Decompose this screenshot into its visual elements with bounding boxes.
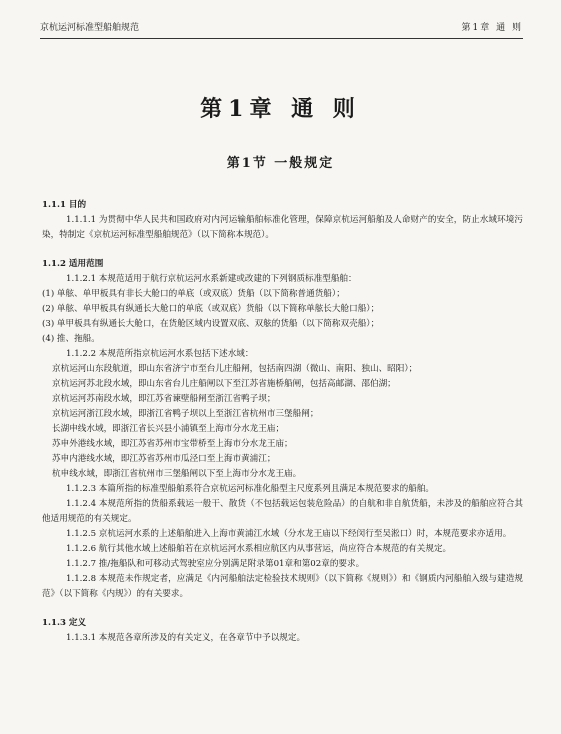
paragraph-1-1-2-5: 1.1.2.5 京杭运河水系的上述船舶进入上海市黄浦江水域（分水龙王庙以下经闵行至吴淞口）时，本规范要求亦适用。 — [66, 529, 512, 539]
list-item: (3) 单甲板具有纵通长大舱口，在货舱区域内设置双底、双舷的货船（以下简称双壳船）； — [42, 319, 380, 329]
waterway-item: 苏申外港线水域，即江苏省苏州市宝带桥至上海市分水龙王庙； — [52, 439, 293, 449]
list-item: (1) 单舷、单甲板具有非长大舱口的单底（或双底）货船（以下简称普通货船）； — [42, 289, 345, 299]
paragraph-1-1-2-4: 1.1.2.4 本规范所指的货船系载运一般干、散货（不包括载运包装危险品）的自航和非自航货船，未涉及的船舶应符合其他适用规范的有关规定。 — [42, 499, 523, 524]
paragraph-1-1-2-8: 1.1.2.8 本规范未作规定者，应满足《内河船舶法定检验技术规则》（以下简称《规则》）和《钢质内河船舶入级与建造规范》（以下简称《内规》）的有关要求。 — [42, 574, 523, 599]
paragraph-1-1-2-2: 1.1.2.2 本规范所指京杭运河水系包括下述水域： — [66, 349, 254, 359]
paragraph-1-1-2-1: 1.1.2.1 本规范适用于航行京杭运河水系新建或改建的下列钢质标准型船舶： — [66, 274, 357, 284]
heading-1-1-3: 1.1.3 定义 — [42, 618, 87, 628]
body-text — [42, 198, 523, 646]
waterway-item: 苏申内港线水域，即江苏省苏州市瓜泾口至上海市黄浦江； — [52, 454, 276, 464]
header-chapter: 第1章 通 则 — [461, 23, 523, 33]
section-title: 第1节 一般规定 — [226, 156, 335, 171]
heading-1-1-2: 1.1.2 适用范围 — [42, 259, 104, 269]
chapter-title: 第1章 通 则 — [200, 96, 361, 122]
paragraph-1-1-1-1: 1.1.1.1 为贯彻中华人民共和国政府对内河运输船舶标准化管理，保障京杭运河船舶及人命财产的安全，防止水域环境污染，特制定《京杭运河标准型船舶规范》（以下简称本规范）。 — [42, 215, 523, 240]
paragraph-1-1-2-3: 1.1.2.3 本篇所指的标准型船舶系符合京杭运河标准化船型主尺度系列且满足本规范要求的船舶。 — [66, 484, 434, 494]
waterway-item: 京杭运河苏北段水域，即山东省台儿庄船闸以下至江苏省施桥船闸，包括高邮湖、邵伯湖； — [52, 379, 396, 389]
waterway-item: 京杭运河苏南段水域，即江苏省谏壁船闸至浙江省鸭子坝； — [52, 394, 276, 404]
paragraph-1-1-2-7: 1.1.2.7 推/拖船队和可移动式驾驶室应分别满足附录第01章和第02章的要求。 — [66, 559, 365, 569]
waterway-item: 长湖申线水域，即浙江省长兴县小浦镇至上海市分水龙王庙； — [52, 424, 285, 434]
heading-1-1-1: 1.1.1 目的 — [42, 200, 87, 210]
running-header — [40, 20, 523, 39]
waterway-item: 杭申线水域，即浙江省杭州市三堡船闸以下至上海市分水龙王庙。 — [52, 469, 302, 479]
paragraph-1-1-2-6: 1.1.2.6 航行其他水域上述船舶若在京杭运河水系相应航区内从事营运，尚应符合本规范的有关规定。 — [66, 544, 452, 554]
header-book-title: 京杭运河标准型船舶规范 — [40, 23, 140, 33]
waterway-item: 京杭运河山东段航道，即山东省济宁市至台儿庄船闸，包括南四湖（微山、南阳、独山、昭阳）； — [52, 364, 418, 374]
waterway-item: 京杭运河浙江段水域，即浙江省鸭子坝以上至浙江省杭州市三堡船闸； — [52, 409, 319, 419]
list-item: (4) 推、拖船。 — [42, 334, 100, 344]
paragraph-1-1-3-1: 1.1.3.1 本规范各章所涉及的有关定义，在各章节中予以规定。 — [66, 633, 306, 643]
list-item: (2) 单舷、单甲板具有纵通长大舱口的单底（或双底）货船（以下简称单舷长大舱口船）； — [42, 304, 380, 314]
